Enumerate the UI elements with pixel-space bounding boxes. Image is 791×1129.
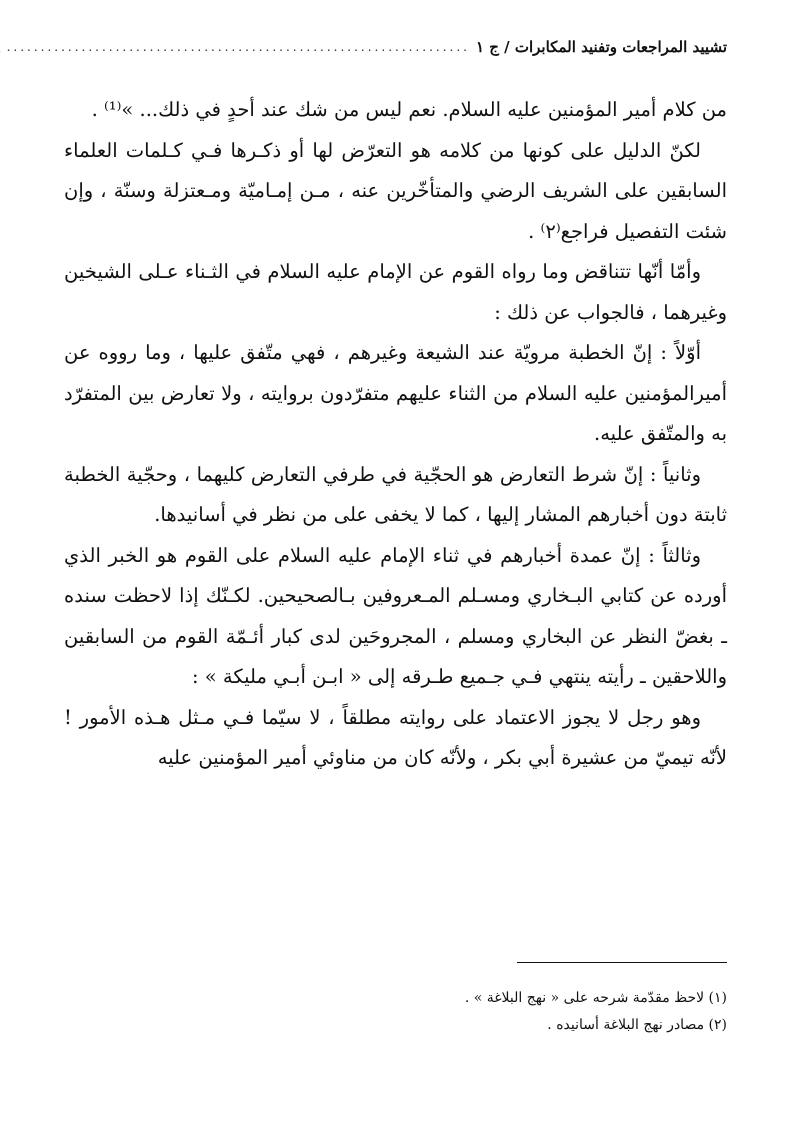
paragraph: لكنّ الدليل على كونها من كلامه هو التعرّض لها أو ذكـرها فـي كـلمات العلماء السابقين على الشريف الرضي والمتأخّرين عنه ، مـن إمـاميّة ومـعتزلة وسنّة ، وإن شئت التفصيل فراجع⁽٢⁾ . xyxy=(64,138,727,243)
paragraph: وثالثاً : إنّ عمدة أخبارهم في ثناء الإمام عليه السلام على القوم هو الخبر الذي أورده عن كتابي البـخاري ومسـلم المـعروفين بـالصحيحين. لكـنّك إذا لاحظت سنده ـ بغضّ النظر عن البخاري ومسلم ، المجروحَين لدى كبار أئـمّة القوم من السابقين واللاحقين ـ رأيته ينتهي فـي جـميع طـرقه إلى « ابـن أبـي مليكة » : xyxy=(64,543,727,688)
paragraph: أوّلاً : إنّ الخطبة مرويّة عند الشيعة وغيرهم ، فهي متّفق عليها ، وما رووه عن أميرالمؤمنين عليه السلام من الثناء عليهم متفرّدون بروايته ، ولا تعارض بين المتفرّد به والمتّفق عليه. xyxy=(64,341,727,445)
paragraph: وهو رجل لا يجوز الاعتماد على روايته مطلقاً ، لا سيّما فـي مـثل هـذه الأمور ! لأنّه تيميّ من عشيرة أبي بكر ، ولأنّه كان من مناوئي أمير المؤمنين عليه xyxy=(64,705,727,769)
paragraph: من كلام أمير المؤمنين عليه السلام. نعم ليس من شك عند أحدٍ في ذلك... »⁽¹⁾ . xyxy=(91,98,727,121)
footnote: (١) لاحظ مقدّمة شرحه على « نهج البلاغة » . xyxy=(464,990,727,1006)
page-header xyxy=(6,34,727,60)
paragraph: وأمّا أنّها تتناقض وما رواه القوم عن الإمام عليه السلام في الثـناء عـلى الشيخين وغيرهما ، فالجواب عن ذلك : xyxy=(64,260,727,324)
footnotes xyxy=(64,985,727,1039)
paragraph: وثانياً : إنّ شرط التعارض هو الحجّية في طرفي التعارض كليهما ، وحجّية الخطبة ثابتة دون أخبارهم المشار إليها ، كما لا يخفى على من نظر في أسانيدها. xyxy=(64,462,727,526)
header-leader-dots: .................................................................... xyxy=(6,40,470,54)
page-number xyxy=(0,38,1,56)
footnote: (٢) مصادر نهج البلاغة أسانيده . xyxy=(547,1017,727,1033)
running-title: تشييد المراجعات وتفنيد المكابرات / ج ١ xyxy=(475,38,727,56)
main-text xyxy=(64,90,727,779)
footnote-separator xyxy=(517,962,727,963)
